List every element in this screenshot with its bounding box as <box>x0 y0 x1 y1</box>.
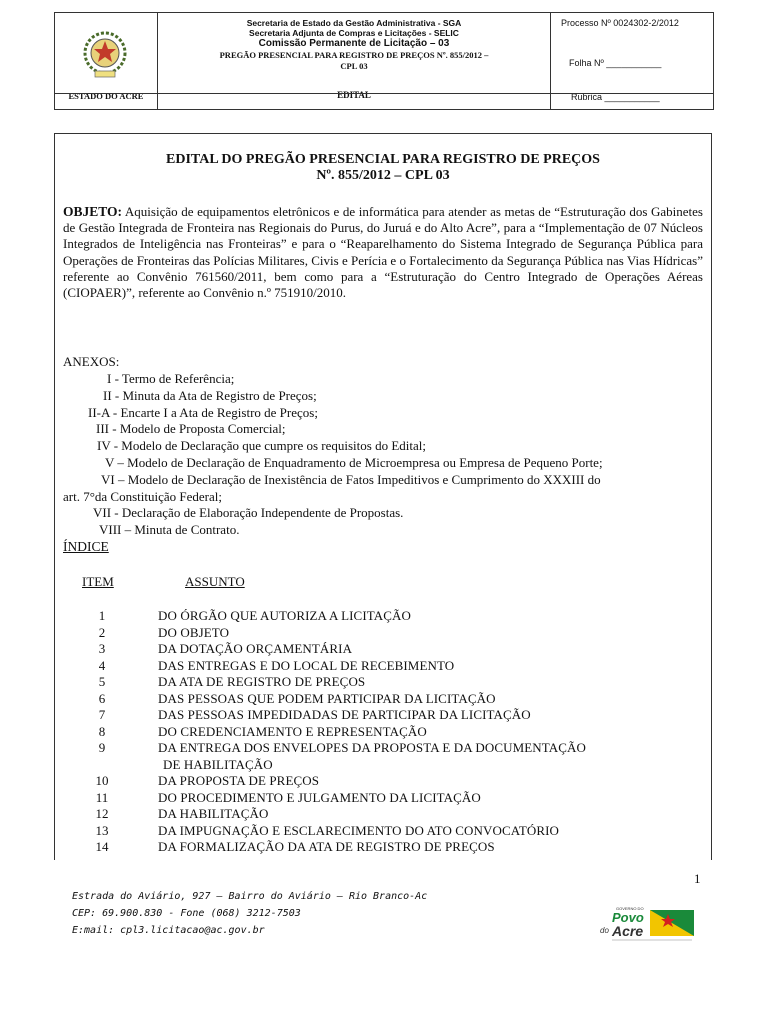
table-row <box>55 790 711 807</box>
anexo-item: VI – Modelo de Declaração de Inexistência de Fatos Impeditivos e Cumprimento do XXXIII do <box>101 471 601 487</box>
table-row <box>55 691 711 708</box>
row-subject: DAS ENTREGAS E DO LOCAL DE RECEBIMENTO <box>158 657 455 673</box>
header-divider <box>55 93 713 94</box>
anexo-item: VII - Declaração de Elaboração Independente de Propostas. <box>93 505 404 521</box>
header-line-1: Secretaria de Estado da Gestão Administrativa - SGA <box>246 18 462 28</box>
table-row <box>55 625 711 642</box>
table-row <box>55 740 711 757</box>
row-subject: DA DOTAÇÃO ORÇAMENTÁRIA <box>158 641 353 656</box>
objeto-paragraph <box>63 204 703 301</box>
anexos-heading: ANEXOS: <box>63 354 120 369</box>
anexos-list <box>63 371 711 539</box>
footer-address <box>72 888 427 939</box>
row-subject: DA HABILITAÇÃO <box>158 806 269 821</box>
row-number: 2 <box>98 624 106 640</box>
row-subject: DO OBJETO <box>158 624 230 640</box>
row-number: 3 <box>98 641 106 656</box>
anexo-item: IV - Modelo de Declaração que cumpre os requisitos do Edital; <box>97 438 426 454</box>
footer-line-2: CEP: 69.900.830 - Fone (068) 3212-7503 <box>72 908 301 919</box>
table-row <box>55 724 711 741</box>
folha-field: Folha Nº ___________ <box>569 58 662 68</box>
row-subject: DO CREDENCIAMENTO E REPRESENTAÇÃO <box>158 723 427 739</box>
indice-col-item: ITEM <box>82 574 114 589</box>
table-row <box>55 658 711 675</box>
row-subject: DAS PESSOAS QUE PODEM PARTICIPAR DA LICITAÇÃO <box>158 690 496 706</box>
svg-text:GOVERNO DO: GOVERNO DO <box>616 906 644 911</box>
table-row <box>55 757 711 774</box>
header-line-2: Secretaria Adjunta de Compras e Licitações - SELIC <box>249 28 459 38</box>
document-header <box>54 12 714 110</box>
table-row <box>55 608 711 625</box>
row-subject: DA IMPUGNAÇÃO E ESCLARECIMENTO DO ATO CONVOCATÓRIO <box>158 822 560 838</box>
row-number: 12 <box>95 806 109 821</box>
header-edital: EDITAL <box>337 90 371 100</box>
header-line-4: PREGÃO PRESENCIAL PARA REGISTRO DE PREÇOS Nº. 855/2012 – <box>219 50 489 60</box>
row-subject: DA ENTREGA DOS ENVELOPES DA PROPOSTA E DA DOCUMENTAÇÃO <box>158 740 587 755</box>
row-subject: DAS PESSOAS IMPEDIDADAS DE PARTICIPAR DA LICITAÇÃO <box>158 707 531 722</box>
svg-text:Acre: Acre <box>612 923 644 939</box>
table-row <box>55 674 711 691</box>
svg-text:Povo: Povo <box>612 910 644 925</box>
row-number: 6 <box>98 690 106 706</box>
estado-label: ESTADO DO ACRE <box>68 91 144 101</box>
row-number: 4 <box>98 657 106 673</box>
row-number: 1 <box>98 608 106 623</box>
row-number: 9 <box>98 740 106 755</box>
state-coat-of-arms-icon <box>77 27 133 83</box>
row-number: 8 <box>98 723 106 739</box>
row-subject: DE HABILITAÇÃO <box>163 756 273 772</box>
processo-number: Processo Nº 0024302-2/2012 <box>561 18 679 28</box>
footer-line-3: E:mail: cpl3.licitacao@ac.gov.br <box>72 925 265 936</box>
anexo-item: III - Modelo de Proposta Comercial; <box>96 421 286 437</box>
indice-heading: ÍNDICE <box>63 539 109 554</box>
row-number: 13 <box>95 822 109 838</box>
title-line-1: EDITAL DO PREGÃO PRESENCIAL PARA REGISTRO DE PREÇOS <box>166 152 600 167</box>
document-title <box>55 152 711 184</box>
footer-line-1: Estrada do Aviário, 927 – Bairro do Aviário – Rio Branco-Ac <box>72 891 428 902</box>
table-row <box>55 839 711 856</box>
table-row <box>55 707 711 724</box>
header-line-3: Comissão Permanente de Licitação – 03 <box>258 38 450 49</box>
anexo-item: V – Modelo de Declaração de Enquadramento de Microempresa ou Empresa de Pequeno Porte; <box>105 454 603 470</box>
title-line-2: Nº. 855/2012 – CPL 03 <box>316 168 450 183</box>
row-subject: DO ÓRGÃO QUE AUTORIZA A LICITAÇÃO <box>158 608 411 623</box>
objeto-text: Aquisição de equipamentos eletrônicos e de informática para atender as metas de “Estruturação dos Gabinetes de Gestão Integrada de Fronteira nas Regionais do Purus, do Juruá e do Alto Acre”, para a “Implementação de 07 Núcleos Integrados de Inteligência nas Fronteiras” e para o “Reaparelhamento do Sistema Integrado de Segurança Pública para Operações de Fronteiras das Polícias Militares, Civis e Perícia e o Fortalecimento da Segurança Pública nas Vias Hídricas” referente ao Convênio 761560/2011, bem como para a “Estruturação do Centro Integrado de Operações Aéreas (CIOPAER)”, referente ao Convênio n.º 751910/2010. <box>63 204 703 301</box>
indice-table <box>55 608 711 856</box>
row-number: 7 <box>98 707 106 722</box>
table-row <box>55 806 711 823</box>
table-row <box>55 641 711 658</box>
header-seal-cell <box>55 13 158 109</box>
row-subject: DO PROCEDIMENTO E JULGAMENTO DA LICITAÇÃO <box>158 789 481 805</box>
row-number: 14 <box>95 839 109 854</box>
row-number: 10 <box>95 773 109 788</box>
anexo-item: II - Minuta da Ata de Registro de Preços; <box>103 387 317 403</box>
header-line-5: CPL 03 <box>340 61 368 71</box>
svg-text:do: do <box>600 926 609 935</box>
row-subject: DA ATA DE REGISTRO DE PREÇOS <box>158 674 366 689</box>
rubrica-field: Rubrica ___________ <box>571 92 660 102</box>
row-number: 11 <box>95 789 109 805</box>
table-row <box>55 823 711 840</box>
anexo-item: VIII – Minuta de Contrato. <box>99 522 240 538</box>
header-center-cell <box>158 13 551 109</box>
page-number: 1 <box>694 871 701 886</box>
table-row <box>55 773 711 790</box>
row-number: 5 <box>98 674 106 689</box>
anexo-item: I - Termo de Referência; <box>107 371 235 386</box>
row-subject: DA FORMALIZAÇÃO DA ATA DE REGISTRO DE PREÇOS <box>158 839 495 854</box>
objeto-label: OBJETO: <box>63 204 123 219</box>
anexo-item: II-A - Encarte I a Ata de Registro de Preços; <box>88 404 318 420</box>
governo-povo-do-acre-logo <box>598 906 694 944</box>
row-subject: DA PROPOSTA DE PREÇOS <box>158 773 320 788</box>
header-right-cell <box>551 13 713 109</box>
anexo-item: art. 7°da Constituição Federal; <box>63 488 222 504</box>
main-content-box <box>54 133 712 860</box>
indice-col-assunto: ASSUNTO <box>185 574 245 589</box>
